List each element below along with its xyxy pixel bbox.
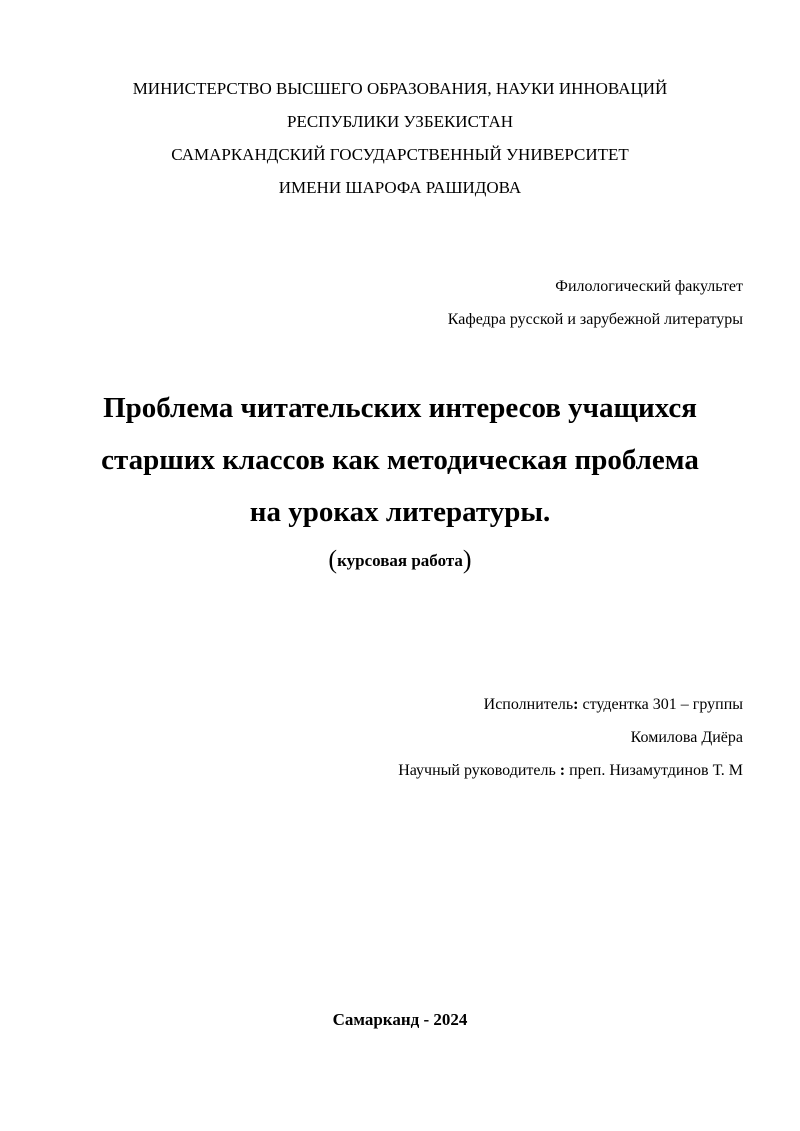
header-line-ministry: МИНИСТЕРСТВО ВЫСШЕГО ОБРАЗОВАНИЯ, НАУКИ ИННОВАЦИЙ (132, 79, 668, 98)
title-line-3: на уроках литературы. (249, 496, 551, 528)
title-line-2: старших классов как методическая проблема (101, 444, 699, 476)
supervisor-value: преп. Низамутдинов Т. М (565, 762, 743, 779)
executor-colon: : (573, 696, 579, 713)
supervisor-label: Научный руководитель (398, 762, 560, 779)
header-line-republic: РЕСПУБЛИКИ УЗБЕКИСТАН (286, 112, 514, 131)
city-year-footer: Самарканд - 2024 (332, 1010, 468, 1029)
executor-label: Исполнитель (483, 696, 574, 713)
document-title (0, 382, 800, 538)
subtitle-open-paren: ( (328, 545, 338, 574)
title-line-1: Проблема читательских интересов учащихся (103, 392, 697, 424)
department-block (448, 270, 743, 336)
subtitle-text: курсовая работа (337, 551, 463, 570)
chair-name: Кафедра русской и зарубежной литературы (447, 311, 743, 328)
supervisor-line (398, 754, 743, 787)
supervisor-colon: : (559, 762, 566, 779)
author-name: Комилова Диёра (630, 729, 743, 746)
ministry-header (0, 72, 800, 204)
header-line-university: САМАРКАНДСКИЙ ГОСУДАРСТВЕННЫЙ УНИВЕРСИТЕТ (171, 145, 629, 164)
document-subtitle (0, 540, 800, 581)
faculty-name: Филологический факультет (555, 278, 743, 295)
author-block (398, 688, 743, 787)
executor-value: студентка 301 – группы (578, 696, 743, 713)
executor-line (398, 688, 743, 721)
subtitle-close-paren: ) (462, 545, 472, 574)
header-line-university-name: ИМЕНИ ШАРОФА РАШИДОВА (278, 178, 522, 197)
